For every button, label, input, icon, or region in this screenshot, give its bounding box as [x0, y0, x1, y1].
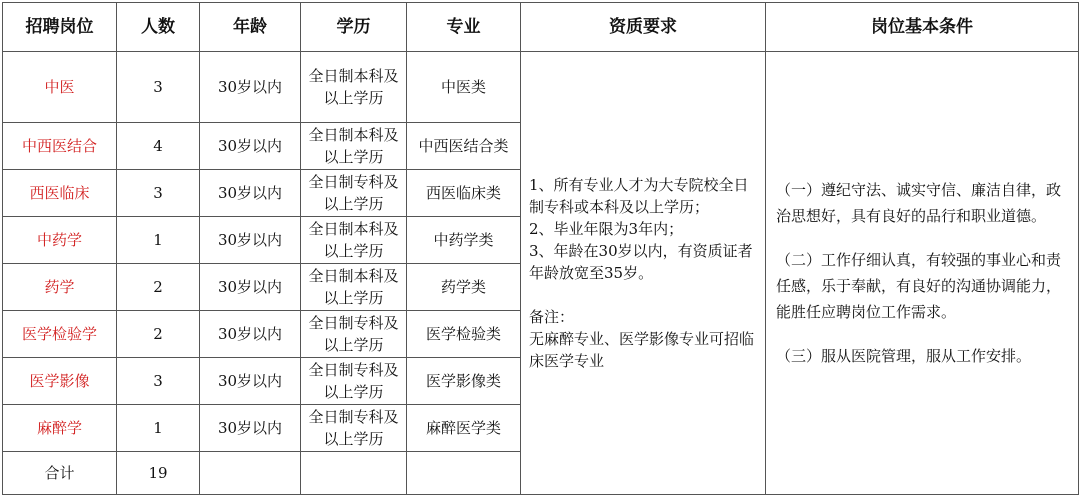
- condition-item: （三）服从医院管理，服从工作安排。: [776, 347, 1032, 365]
- qualifications-cell: [521, 52, 766, 495]
- count-cell: 4: [117, 123, 200, 170]
- major-cell: 中药学类: [407, 217, 521, 264]
- major-cell: 中西医结合类: [407, 123, 521, 170]
- education-cell: 全日制本科及以上学历: [301, 264, 407, 311]
- header-position: 招聘岗位: [3, 3, 117, 52]
- age-cell: 30岁以内: [200, 264, 301, 311]
- count-cell: 3: [117, 52, 200, 123]
- position-cell: 中药学: [3, 217, 117, 264]
- age-cell: 30岁以内: [200, 405, 301, 452]
- age-cell: 30岁以内: [200, 217, 301, 264]
- major-cell: 医学检验类: [407, 311, 521, 358]
- header-education: 学历: [301, 3, 407, 52]
- position-cell: 麻醉学: [3, 405, 117, 452]
- count-cell: 2: [117, 311, 200, 358]
- count-cell: 1: [117, 217, 200, 264]
- note-label: 备注：: [529, 308, 575, 326]
- header-row: [3, 3, 1079, 52]
- count-cell: 3: [117, 170, 200, 217]
- age-cell: 30岁以内: [200, 52, 301, 123]
- qualification-item: 1、所有专业人才为大专院校全日制专科或本科及以上学历；: [529, 176, 749, 216]
- major-cell: 中医类: [407, 52, 521, 123]
- condition-item: （二）工作仔细认真，有较强的事业心和责任感，乐于奉献，有良好的沟通协调能力，能胜任应聘岗位工作需求。: [776, 251, 1062, 321]
- empty-cell: [200, 452, 301, 495]
- education-cell: 全日制本科及以上学历: [301, 123, 407, 170]
- education-cell: 全日制本科及以上学历: [301, 217, 407, 264]
- major-cell: 麻醉医学类: [407, 405, 521, 452]
- position-cell: 中西医结合: [3, 123, 117, 170]
- position-cell: 中医: [3, 52, 117, 123]
- count-cell: 3: [117, 358, 200, 405]
- education-cell: 全日制本科及以上学历: [301, 52, 407, 123]
- education-cell: 全日制专科及以上学历: [301, 311, 407, 358]
- header-count: 人数: [117, 3, 200, 52]
- count-cell: 1: [117, 405, 200, 452]
- age-cell: 30岁以内: [200, 358, 301, 405]
- condition-item: （一）遵纪守法、诚实守信、廉洁自律，政治思想好，具有良好的品行和职业道德。: [776, 181, 1062, 225]
- recruitment-table: [2, 2, 1079, 495]
- major-cell: 药学类: [407, 264, 521, 311]
- conditions-cell: [766, 52, 1079, 495]
- position-cell: 医学影像: [3, 358, 117, 405]
- major-cell: 西医临床类: [407, 170, 521, 217]
- position-cell: 医学检验学: [3, 311, 117, 358]
- age-cell: 30岁以内: [200, 123, 301, 170]
- qualification-item: 3、年龄在30岁以内，有资质证者年龄放宽至35岁。: [529, 242, 753, 282]
- table-row: [3, 52, 1079, 123]
- education-cell: 全日制专科及以上学历: [301, 405, 407, 452]
- age-cell: 30岁以内: [200, 170, 301, 217]
- position-cell: 药学: [3, 264, 117, 311]
- header-qualifications: 资质要求: [521, 3, 766, 52]
- major-cell: 医学影像类: [407, 358, 521, 405]
- spacer: [529, 284, 757, 306]
- qualification-item: 2、毕业年限为3年内；: [529, 220, 684, 238]
- header-major: 专业: [407, 3, 521, 52]
- total-label: 合计: [3, 452, 117, 495]
- position-cell: 西医临床: [3, 170, 117, 217]
- header-conditions: 岗位基本条件: [766, 3, 1079, 52]
- education-cell: 全日制专科及以上学历: [301, 358, 407, 405]
- count-cell: 2: [117, 264, 200, 311]
- header-age: 年龄: [200, 3, 301, 52]
- total-count: 19: [117, 452, 200, 495]
- age-cell: 30岁以内: [200, 311, 301, 358]
- empty-cell: [301, 452, 407, 495]
- education-cell: 全日制专科及以上学历: [301, 170, 407, 217]
- empty-cell: [407, 452, 521, 495]
- note-text: 无麻醉专业、医学影像专业可招临床医学专业: [529, 330, 755, 370]
